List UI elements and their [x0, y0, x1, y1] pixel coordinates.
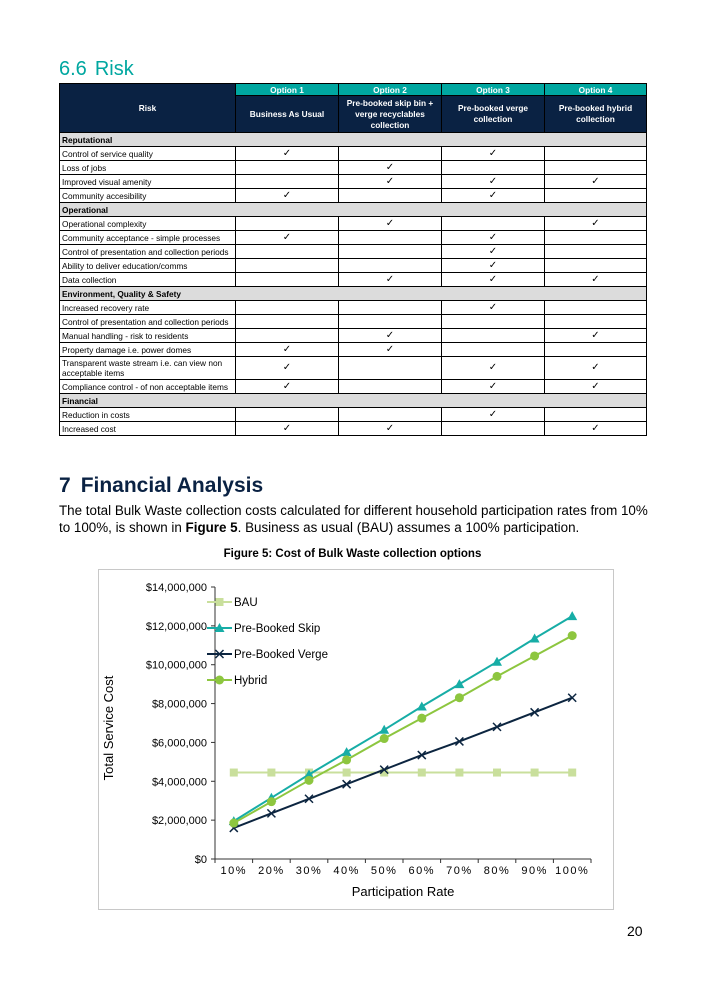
- option-3-cell: [442, 147, 545, 161]
- table-row: [60, 147, 647, 161]
- option-1-cell: [236, 161, 339, 175]
- y-axis-title: Total Service Cost: [101, 675, 116, 781]
- checkmark-icon: ✓: [282, 148, 292, 159]
- option-4-cell: [545, 343, 647, 357]
- option-1-cell: [236, 259, 339, 273]
- option-4-description: Pre-booked hybrid collection: [545, 96, 647, 133]
- checkmark-icon: ✓: [488, 302, 498, 313]
- table-row: [60, 231, 647, 245]
- table-row: [60, 343, 647, 357]
- data-point-pre-booked-skip: [342, 747, 352, 756]
- table-row: [60, 273, 647, 287]
- option-2-cell: [339, 245, 442, 259]
- figure-caption: Figure 5: Cost of Bulk Waste collection options: [223, 548, 482, 560]
- option-4-cell: [545, 161, 647, 175]
- option-1-cell: [236, 245, 339, 259]
- option-3-cell: [442, 422, 545, 436]
- option-4-cell: [545, 147, 647, 161]
- table-row: [60, 161, 647, 175]
- checkmark-icon: ✓: [282, 362, 292, 373]
- risk-label: Operational complexity: [60, 217, 236, 231]
- risk-label: Loss of jobs: [60, 161, 236, 175]
- option-2-cell: [339, 217, 442, 231]
- x-tick-label: 20%: [258, 865, 285, 877]
- option-3-cell: [442, 329, 545, 343]
- data-point-pre-booked-verge: [343, 780, 351, 788]
- section-number: 6.6: [59, 58, 87, 80]
- series-line-hybrid: [234, 636, 572, 823]
- option-4-cell: [545, 315, 647, 329]
- y-tick-label: $0: [194, 854, 207, 866]
- option-2-cell: [339, 301, 442, 315]
- option-2-cell: [339, 273, 442, 287]
- option-1-cell: [236, 329, 339, 343]
- data-point-hybrid: [380, 734, 389, 743]
- option-4-cell: [545, 329, 647, 343]
- checkmark-icon: ✓: [488, 190, 498, 201]
- checkmark-icon: ✓: [488, 381, 498, 392]
- option-4-cell: [545, 245, 647, 259]
- y-tick-label: $4,000,000: [151, 776, 207, 789]
- option-1-cell: [236, 315, 339, 329]
- checkmark-icon: ✓: [591, 274, 600, 285]
- checkmark-icon: ✓: [488, 260, 498, 271]
- category-label: Financial: [60, 394, 647, 408]
- option-4-cell: [545, 380, 647, 394]
- checkmark-icon: ✓: [591, 362, 600, 373]
- checkmark-icon: ✓: [385, 274, 395, 285]
- risk-label: Ability to deliver education/comms: [60, 259, 236, 273]
- checkmark-icon: ✓: [488, 246, 498, 257]
- checkmark-icon: ✓: [282, 232, 292, 243]
- legend-label-bau: BAU: [234, 597, 258, 609]
- x-tick-label: 70%: [446, 865, 473, 877]
- section-heading-financial-analysis: [59, 474, 263, 498]
- option-2-header: Option 2: [339, 84, 442, 96]
- table-row: [60, 175, 647, 189]
- data-point-bau: [531, 769, 539, 777]
- x-tick-label: 60%: [408, 865, 436, 877]
- checkmark-icon: ✓: [488, 409, 498, 420]
- checkmark-icon: ✓: [385, 176, 395, 187]
- option-1-cell: [236, 422, 339, 436]
- option-4-cell: [545, 189, 647, 203]
- option-2-cell: [339, 380, 442, 394]
- data-point-pre-booked-verge: [267, 809, 275, 817]
- table-row: [60, 422, 647, 436]
- checkmark-icon: ✓: [385, 330, 395, 341]
- option-2-cell: [339, 343, 442, 357]
- risk-table: [59, 83, 647, 436]
- data-point-hybrid: [455, 693, 464, 702]
- option-2-cell: [339, 175, 442, 189]
- data-point-bau: [230, 769, 238, 777]
- option-1-cell: [236, 273, 339, 287]
- checkmark-icon: ✓: [488, 362, 498, 373]
- risk-label: Manual handling - risk to residents: [60, 329, 236, 343]
- option-4-cell: [545, 259, 647, 273]
- data-point-pre-booked-skip: [492, 657, 502, 666]
- checkmark-icon: ✓: [282, 381, 292, 392]
- risk-label: Property damage i.e. power domes: [60, 343, 236, 357]
- option-2-cell: [339, 357, 442, 380]
- table-row: [60, 301, 647, 315]
- option-2-description: Pre-booked skip bin + verge recyclables collection: [339, 96, 442, 133]
- checkmark-icon: ✓: [282, 423, 292, 434]
- data-point-pre-booked-verge: [531, 708, 539, 716]
- option-1-cell: [236, 147, 339, 161]
- checkmark-icon: ✓: [488, 232, 498, 243]
- x-axis-title: Participation Rate: [351, 884, 455, 899]
- option-4-cell: [545, 175, 647, 189]
- data-point-pre-booked-skip: [454, 679, 464, 688]
- option-1-cell: [236, 380, 339, 394]
- legend-label-pre-booked-skip: Pre-Booked Skip: [234, 623, 321, 635]
- data-point-pre-booked-verge: [305, 795, 313, 803]
- option-2-cell: [339, 231, 442, 245]
- checkmark-icon: ✓: [591, 176, 600, 187]
- category-row: [60, 203, 647, 217]
- checkmark-icon: ✓: [385, 423, 395, 434]
- risk-label: Community accesibility: [60, 189, 236, 203]
- checkmark-icon: ✓: [591, 330, 600, 341]
- section-number: 7: [59, 474, 71, 497]
- option-1-cell: [236, 231, 339, 245]
- option-3-cell: [442, 273, 545, 287]
- risk-table-body: [60, 133, 647, 436]
- data-point-bau: [267, 769, 275, 777]
- checkmark-icon: ✓: [282, 190, 292, 201]
- x-tick-label: 40%: [333, 865, 360, 877]
- section-title: Risk: [94, 58, 134, 80]
- section-title: Financial Analysis: [80, 474, 264, 497]
- category-label: Operational: [60, 203, 647, 217]
- option-4-header: Option 4: [545, 84, 647, 96]
- table-row: [60, 315, 647, 329]
- table-row: [60, 329, 647, 343]
- figure-reference: Figure 5: [185, 520, 238, 535]
- data-point-pre-booked-verge: [493, 723, 501, 731]
- table-row: [60, 217, 647, 231]
- checkmark-icon: ✓: [591, 381, 600, 392]
- option-1-cell: [236, 175, 339, 189]
- checkmark-icon: ✓: [385, 344, 395, 355]
- risk-label: Data collection: [60, 273, 236, 287]
- table-row: [60, 357, 647, 380]
- checkmark-icon: ✓: [591, 423, 600, 434]
- data-point-pre-booked-verge: [568, 694, 576, 702]
- risk-label: Compliance control - of non acceptable items: [60, 380, 236, 394]
- data-point-hybrid: [568, 631, 577, 640]
- option-3-cell: [442, 161, 545, 175]
- option-2-cell: [339, 422, 442, 436]
- table-row: [60, 408, 647, 422]
- category-label: Reputational: [60, 133, 647, 147]
- legend-label-hybrid: Hybrid: [234, 675, 268, 687]
- data-point-bau: [568, 769, 576, 777]
- option-2-cell: [339, 189, 442, 203]
- option-1-cell: [236, 189, 339, 203]
- data-point-pre-booked-skip: [530, 633, 540, 642]
- checkmark-icon: ✓: [282, 344, 292, 355]
- checkmark-icon: ✓: [385, 218, 395, 229]
- data-point-hybrid: [417, 714, 426, 723]
- option-1-cell: [236, 343, 339, 357]
- series-line-pre-booked-skip: [234, 616, 572, 821]
- option-3-header: Option 3: [442, 84, 545, 96]
- option-2-cell: [339, 329, 442, 343]
- option-3-cell: [442, 217, 545, 231]
- paragraph-text: The total Bulk Waste collection costs calculated for different household participation rates from 10% to 100%, is shown in: [59, 503, 648, 535]
- option-3-cell: [442, 259, 545, 273]
- option-4-cell: [545, 408, 647, 422]
- option-3-cell: [442, 408, 545, 422]
- y-tick-label: $2,000,000: [151, 815, 207, 828]
- category-label: Environment, Quality & Safety: [60, 287, 647, 301]
- risk-label: Control of presentation and collection periods: [60, 315, 236, 329]
- data-point-hybrid: [229, 819, 238, 828]
- risk-label: Increased cost: [60, 422, 236, 436]
- option-2-cell: [339, 408, 442, 422]
- option-3-cell: [442, 357, 545, 380]
- section-heading-risk: [59, 58, 134, 81]
- risk-label: Reduction in costs: [60, 408, 236, 422]
- table-row: [60, 259, 647, 273]
- option-1-cell: [236, 408, 339, 422]
- option-1-description: Business As Usual: [236, 96, 339, 133]
- checkmark-icon: ✓: [385, 162, 395, 173]
- paragraph-text: . Business as usual (BAU) assumes a 100% participation.: [237, 520, 580, 535]
- option-1-cell: [236, 217, 339, 231]
- option-3-cell: [442, 245, 545, 259]
- checkmark-icon: ✓: [591, 218, 600, 229]
- option-3-cell: [442, 189, 545, 203]
- x-tick-label: 100%: [555, 865, 590, 877]
- risk-table-option-row: [60, 84, 647, 96]
- data-point-hybrid: [493, 672, 502, 681]
- x-tick-label: 10%: [220, 865, 248, 877]
- page-number: 20: [627, 923, 643, 939]
- option-2-cell: [339, 161, 442, 175]
- x-tick-label: 90%: [521, 865, 548, 877]
- data-point-pre-booked-skip: [417, 701, 427, 710]
- data-point-bau: [418, 769, 426, 777]
- table-row: [60, 380, 647, 394]
- risk-label: Community acceptance - simple processes: [60, 231, 236, 245]
- checkmark-icon: ✓: [488, 274, 498, 285]
- risk-label: Increased recovery rate: [60, 301, 236, 315]
- option-1-header: Option 1: [236, 84, 339, 96]
- option-3-cell: [442, 380, 545, 394]
- y-tick-label: $10,000,000: [145, 659, 207, 672]
- data-point-pre-booked-skip: [379, 725, 389, 734]
- data-point-hybrid: [305, 776, 314, 785]
- risk-label: Improved visual amenity: [60, 175, 236, 189]
- option-2-cell: [339, 315, 442, 329]
- risk-column-header: Risk: [60, 84, 236, 133]
- data-point-pre-booked-skip: [567, 611, 577, 620]
- x-tick-label: 80%: [483, 865, 511, 877]
- category-row: [60, 394, 647, 408]
- data-point-bau: [493, 769, 501, 777]
- cost-chart: [98, 569, 614, 910]
- checkmark-icon: ✓: [488, 176, 498, 187]
- y-tick-label: $14,000,000: [145, 582, 207, 594]
- y-tick-label: $8,000,000: [151, 698, 207, 711]
- option-4-cell: [545, 273, 647, 287]
- table-row: [60, 189, 647, 203]
- legend-marker-bau: [216, 598, 224, 606]
- data-point-hybrid: [530, 651, 539, 660]
- option-3-cell: [442, 343, 545, 357]
- data-point-bau: [455, 769, 463, 777]
- legend-label-pre-booked-verge: Pre-Booked Verge: [234, 649, 328, 661]
- intro-paragraph: [59, 502, 659, 536]
- option-4-cell: [545, 357, 647, 380]
- option-1-cell: [236, 301, 339, 315]
- y-tick-label: $6,000,000: [151, 737, 207, 750]
- option-4-cell: [545, 231, 647, 245]
- risk-label: Control of service quality: [60, 147, 236, 161]
- x-tick-label: 30%: [295, 865, 323, 877]
- data-point-hybrid: [267, 797, 276, 806]
- category-row: [60, 287, 647, 301]
- data-point-bau: [343, 769, 351, 777]
- option-4-cell: [545, 217, 647, 231]
- option-3-description: Pre-booked verge collection: [442, 96, 545, 133]
- option-1-cell: [236, 357, 339, 380]
- option-3-cell: [442, 315, 545, 329]
- y-tick-label: $12,000,000: [145, 620, 207, 633]
- option-4-cell: [545, 301, 647, 315]
- x-tick-label: 50%: [370, 865, 398, 877]
- legend-marker-hybrid: [215, 676, 224, 685]
- category-row: [60, 133, 647, 147]
- option-3-cell: [442, 231, 545, 245]
- table-row: [60, 245, 647, 259]
- risk-label: Control of presentation and collection periods: [60, 245, 236, 259]
- option-2-cell: [339, 147, 442, 161]
- cost-chart-svg: [99, 570, 613, 909]
- option-2-cell: [339, 259, 442, 273]
- option-3-cell: [442, 175, 545, 189]
- option-4-cell: [545, 422, 647, 436]
- checkmark-icon: ✓: [488, 148, 498, 159]
- risk-label: Transparent waste stream i.e. can view non acceptable items: [60, 357, 236, 380]
- data-point-hybrid: [342, 755, 351, 764]
- option-3-cell: [442, 301, 545, 315]
